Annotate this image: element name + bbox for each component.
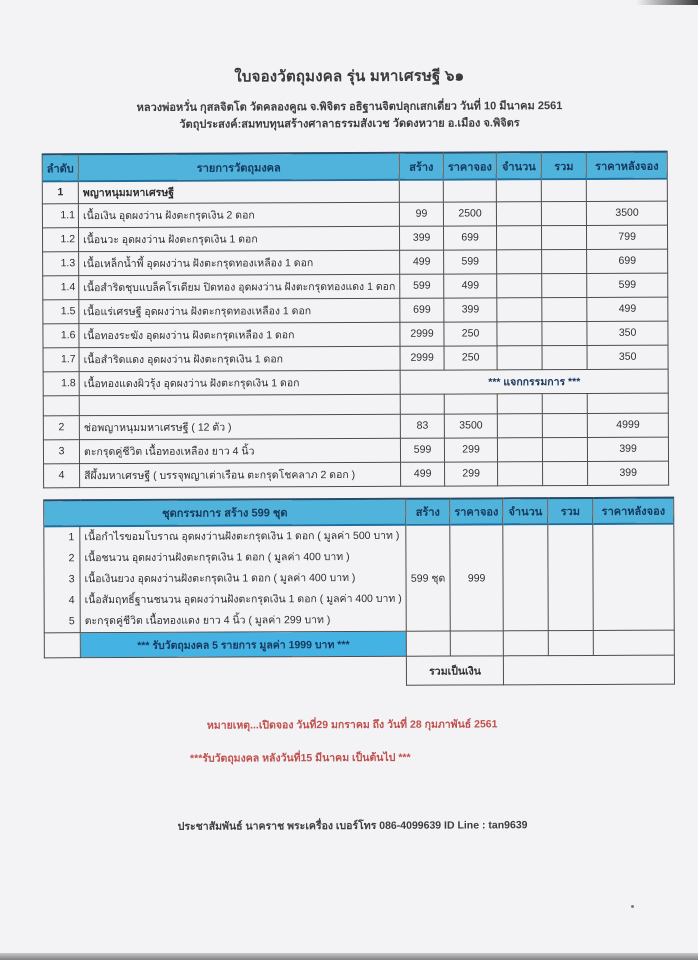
col-header-no: ลำดับ [42,154,78,181]
row-made: 699 [400,298,444,322]
row-after: 699 [587,249,668,273]
row-after: 599 [587,273,668,297]
row-no: 1 [42,181,78,203]
row-after: 499 [587,297,668,321]
col-header-qty: จำนวน [496,152,541,179]
row-made: 499 [401,462,445,486]
list-item: เนื้อสัมฤทธิ์ฐานชนวน อุดผงว่านฝังตะกรุดเงิน 1 ดอก ( มูลค่า 400 บาท ) [84,592,402,607]
item-descriptions [80,525,407,633]
row-after: 399 [588,461,669,485]
col-header-price: ราคาจอง [450,498,503,524]
table-row [43,413,668,440]
set-price: 999 [450,524,504,631]
row-no: 3 [43,439,79,463]
item-numbers: 1 2 3 4 5 [44,526,80,633]
row-no: 1.4 [43,275,79,299]
grand-total-label: รวมเป็นเงิน [406,656,503,685]
col-header-sum: รวม [548,498,593,524]
subtitle-line-2: วัตถุประสงค์:สมทบทุนสร้างศาลาธรรมสังเวช วัดดงหวาย อ.เมือง จ.พิจิตร [179,117,520,131]
row-no: 2 [43,415,79,439]
col-header-made: สร้าง [399,153,443,180]
set-made: 599 ชุด [406,525,450,632]
row-made: 83 [400,414,444,438]
table-row [43,437,668,464]
row-qty [497,201,542,225]
committee-table-header-row [44,498,674,527]
row-made: 99 [399,202,443,226]
row-no: 1.2 [42,227,78,251]
grand-total-row [44,655,674,687]
row-desc: เนื้อนวะ อุดผงว่าน ฝังตะกรุดเงิน 1 ดอก [79,226,400,251]
set-footer-note: *** รับวัตถุมงคล 5 รายการ มูลค่า 1999 บาท *** [80,631,406,657]
row-price: 499 [444,273,497,297]
booking-period-note: หมายเหตุ...เปิดจอง วันที่29 มกราคม ถึง วันที่ 28 กุมภาพันธ์ 2561 [206,718,498,732]
col-header-qty: จำนวน [503,498,548,524]
committee-footer-row [44,630,674,658]
table-row [44,461,669,488]
order-table-header-row [42,152,667,182]
row-desc: เนื้อสำริดแดง อุดผงว่าน ฝังตะกรุดเงิน 1 ดอก [79,346,400,371]
table-row [43,249,668,276]
row-after: 350 [587,345,668,369]
spacer-row [43,393,668,416]
row-price: 2500 [443,201,496,225]
row-made: 2999 [400,346,444,370]
col-header-after: ราคาหลังจอง [593,498,674,524]
list-item: ตะกรุดคู่ชีวิต เนื้อทองแดง ยาว 4 นิ้ว ( มูลค่า 299 บาท ) [84,614,331,628]
scan-edge-artifact [636,0,698,5]
row-price: 599 [444,249,497,273]
row-after: 4999 [587,413,668,437]
row-no: 1.3 [43,251,79,275]
row-no: 4 [44,463,80,487]
row-made: 2999 [400,322,444,346]
row-after: 3500 [587,201,668,225]
scan-bottom-edge [0,953,698,960]
committee-set-title: ชุดกรรมการ สร้าง 599 ชุด [44,499,406,527]
table-row [43,345,668,372]
row-made: 599 [400,438,444,462]
row-made: 499 [400,250,444,274]
col-header-made: สร้าง [406,499,450,525]
row-no: 1.7 [43,347,79,371]
row-desc: ตะกรุดคู่ชีวิต เนื้อทองเหลือง ยาว 4 นิ้ว [79,438,400,463]
row-made: 599 [400,274,444,298]
row-price: 299 [444,437,497,461]
table-row [43,369,668,396]
row-no: 1.6 [43,323,79,347]
row-desc: พญาหนุมมหาเศรษฐี [78,180,399,203]
row-price: 250 [444,345,497,369]
list-item: เนื้อชนวน อุดผงว่านฝังตะกรุดเงิน 1 ดอก ( มูลค่า 400 บาท ) [84,551,350,565]
row-desc: ช่อพญาหนุมมหาเศรษฐี ( 12 ตัว ) [79,414,400,439]
list-item: เนื้อกำไรขอมโบราณ อุดผงว่านฝังตะกรุดเงิน 1 ดอก ( มูลค่า 500 บาท ) [84,529,400,544]
row-price: 699 [444,225,497,249]
row-after: 350 [587,321,668,345]
row-no: 1.1 [42,203,78,227]
table-row [42,225,667,252]
subtitle-line-1: หลวงพ่อหวั่น กุสลจิตโต วัดคลองคูณ จ.พิจิตร อธิฐานจิตปลุกเสกเดี่ยว วันที่ 10 มีนาคม 2561 [136,100,563,114]
scan-speck [631,905,634,908]
row-made: 399 [400,226,444,250]
row-after: 799 [587,225,668,249]
row-after: 399 [588,437,669,461]
committee-set-table [43,497,675,688]
row-sum [542,201,587,225]
table-row [43,273,668,300]
grand-total-value [504,655,675,685]
row-desc: เนื้อทองระฆัง อุดผงว่าน ฝังตะกรุดเหลือง 1 ดอก [79,322,400,347]
table-row [42,179,667,204]
row-desc: เนื้อเงิน อุดผงว่าน ฝังตะกรุดเงิน 2 ดอก [78,202,399,227]
contact-info: ประชาสัมพันธ์ นาคราช พระเครื่อง เบอร์โทร 086-4099639 ID Line : tan9639 [177,819,528,833]
row-desc: สีผึ้งมหาเศรษฐี ( บรรจุพญาเต่าเรือน ตะกรุดโชคลาภ 2 ดอก ) [80,462,401,487]
row-price: 299 [445,461,498,485]
row-no: 1.5 [43,299,79,323]
row-price: 3500 [444,413,497,437]
row-desc: เนื้อแร่เศรษฐี อุดผงว่าน ฝังตะกรุดทองเหลือง 1 ดอก [79,298,400,323]
row-no: 1.8 [43,371,79,395]
list-item: เนื้อเงินยวง อุดผงว่านฝังตะกรุดเงิน 1 ดอก ( มูลค่า 400 บาท ) [84,571,356,586]
committee-note: *** แจกกรรมการ *** [400,369,668,394]
col-header-desc: รายการวัตถุมงคล [78,153,399,181]
committee-set-items-row [44,524,675,633]
pickup-note: ***รับวัตถุมงคล หลังวันที่15 มีนาคม เป็นต้นไป *** [190,751,411,765]
page-title: ใบจองวัตถุมงคล รุ่น มหาเศรษฐี ๖๑ [234,67,465,86]
col-header-price: ราคาจอง [443,152,496,179]
order-table [42,151,670,488]
row-desc: เนื้อทองแดงผิวรุ้ง อุดผงว่าน ฝังตะกรุดเงิน 1 ดอก [79,370,400,395]
col-header-sum: รวม [541,152,586,179]
table-row [42,201,667,228]
row-desc: เนื้อเหล็กน้ำพี้ อุดผงว่าน ฝังตะกรุดทองเหลือง 1 ดอก [79,250,400,275]
table-row [43,297,668,324]
col-header-after: ราคาหลังจอง [586,152,667,179]
row-desc: เนื้อสำริดชุบแบล็คโรเดียม ปิดทอง อุดผงว่าน ฝังตะกรุดทองแดง 1 ดอก [79,274,400,299]
table-row [43,321,668,348]
row-price: 250 [444,321,497,345]
row-price: 399 [444,297,497,321]
